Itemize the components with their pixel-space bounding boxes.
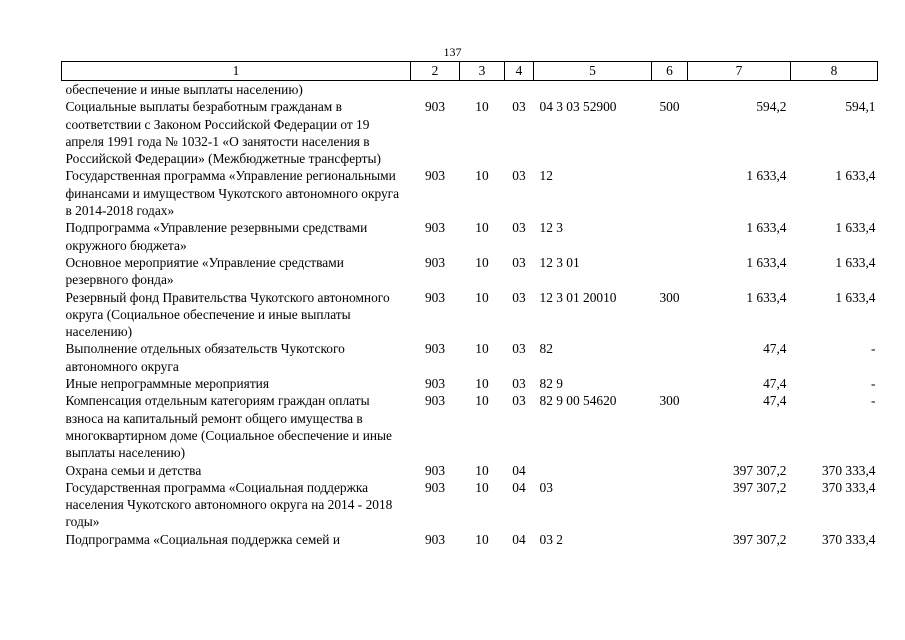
row-ministry-code: 903: [424, 479, 446, 495]
row-subsection: 03: [512, 220, 526, 236]
row-name: Основное мероприятие «Управление средствами резервного фонда»: [65, 254, 344, 288]
row-expense-type: [652, 340, 688, 375]
row-subsection: 03: [512, 289, 526, 305]
header-cell-5: 5: [534, 62, 652, 81]
row-expense-type: 300: [659, 393, 680, 409]
table-row: [62, 531, 878, 548]
row-subsection: 03: [512, 254, 526, 270]
header-cell-7: 7: [688, 62, 791, 81]
row-amount-8: 370 333,4: [821, 462, 876, 478]
header-cell-3: 3: [460, 62, 505, 81]
table-row: [62, 254, 878, 289]
row-name: Подпрограмма «Социальная поддержка семей и: [65, 531, 340, 547]
row-target-article: 12 3 01 20010: [539, 289, 617, 305]
table-row: [62, 392, 878, 461]
row-expense-type: [652, 81, 688, 99]
row-ministry-code: 903: [424, 341, 446, 357]
table-row: [62, 219, 878, 254]
row-subsection: 03: [512, 99, 526, 115]
table-row: [62, 98, 878, 167]
row-target-article: [534, 462, 652, 479]
row-amount-7: 397 307,2: [732, 462, 787, 478]
row-section: 10: [475, 393, 489, 409]
row-section: 10: [475, 376, 489, 392]
table-row: [62, 462, 878, 479]
budget-table: [61, 61, 878, 548]
row-subsection: 04: [512, 531, 526, 547]
row-subsection: 03: [512, 393, 526, 409]
row-amount-8: -: [871, 393, 876, 409]
row-amount-7: 1 633,4: [746, 168, 787, 184]
row-amount-7: 47,4: [763, 341, 787, 357]
row-expense-type: [652, 375, 688, 392]
row-expense-type: [652, 219, 688, 254]
row-name: Государственная программа «Управление региональными финансами и имуществом Чукотского автономного округа в 2014-2018 годах»: [65, 168, 400, 219]
row-ministry-code: 903: [424, 220, 446, 236]
table-row: [62, 375, 878, 392]
table-row: [62, 81, 878, 99]
row-name: Выполнение отдельных обязательств Чукотского автономного округа: [65, 341, 345, 374]
row-target-article: 04 3 03 52900: [539, 99, 617, 115]
row-expense-type: [652, 479, 688, 531]
row-target-article: 03: [539, 479, 553, 495]
row-subsection: 03: [512, 376, 526, 392]
row-expense-type: 300: [659, 289, 680, 305]
table-row: [62, 167, 878, 219]
row-amount-7: 397 307,2: [732, 479, 787, 495]
row-subsection: 04: [512, 462, 526, 478]
header-row: [62, 62, 878, 81]
row-amount-7: 594,2: [756, 99, 787, 115]
row-ministry-code: 903: [424, 254, 446, 270]
row-ministry-code: 903: [424, 99, 446, 115]
row-section: 10: [475, 341, 489, 357]
row-section: 10: [475, 254, 489, 270]
row-amount-8: 370 333,4: [821, 479, 876, 495]
row-expense-type: [652, 531, 688, 548]
row-ministry-code: 903: [424, 376, 446, 392]
row-name: Подпрограмма «Управление резервными средствами окружного бюджета»: [65, 220, 368, 253]
row-amount-7: 397 307,2: [732, 531, 787, 547]
row-amount-8: 1 633,4: [835, 289, 876, 305]
row-section: 10: [475, 99, 489, 115]
row-target-article: [534, 81, 652, 99]
row-subsection: 03: [512, 341, 526, 357]
row-expense-type: [652, 462, 688, 479]
row-amount-7: 1 633,4: [746, 220, 787, 236]
row-name: Социальные выплаты безработным гражданам в соответствии с Законом Российской Федерации от 19 апреля 1991 года № 1032-1 «О занятости населения в Российской Федерации» (Межбюджетные трансферты): [65, 99, 381, 167]
row-ministry-code: 903: [424, 289, 446, 305]
header-cell-2: 2: [411, 62, 460, 81]
row-expense-type: [652, 167, 688, 219]
row-target-article: 82 9: [539, 376, 563, 392]
row-section: 10: [475, 479, 489, 495]
table-row: [62, 289, 878, 341]
row-ministry-code: 903: [424, 168, 446, 184]
row-subsection: 03: [512, 168, 526, 184]
row-target-article: 03 2: [539, 531, 563, 547]
row-amount-8: -: [871, 341, 876, 357]
row-section: 10: [475, 289, 489, 305]
row-name: Компенсация отдельным категориям граждан оплаты взноса на капитальный ремонт общего имущества в многоквартирном доме (Социальное обеспечение и иные выплаты населению): [65, 393, 392, 461]
row-amount-8: 1 633,4: [835, 254, 876, 270]
row-target-article: 82: [539, 341, 553, 357]
row-amount-7: 47,4: [763, 393, 787, 409]
row-section: 10: [475, 220, 489, 236]
page-number: 137: [443, 45, 462, 59]
row-section: 10: [475, 168, 489, 184]
row-name: Государственная программа «Социальная поддержка населения Чукотского автономного округа на 2014 - 2018 годы»: [65, 479, 393, 530]
row-amount-8: -: [871, 376, 876, 392]
header-cell-1: 1: [62, 62, 411, 81]
header-cell-4: 4: [505, 62, 534, 81]
row-target-article: 12 3 01: [539, 254, 580, 270]
row-ministry-code: 903: [424, 393, 446, 409]
row-name: Охрана семьи и детства: [65, 462, 202, 478]
row-amount-7: 1 633,4: [746, 289, 787, 305]
header-cell-6: 6: [652, 62, 688, 81]
row-ministry-code: 903: [424, 531, 446, 547]
row-name: обеспечение и иные выплаты населению): [65, 82, 303, 97]
row-ministry-code: 903: [424, 462, 446, 478]
row-section: [460, 81, 505, 99]
table-row: [62, 340, 878, 375]
row-name: Иные непрограммные мероприятия: [65, 376, 269, 392]
row-target-article: 82 9 00 54620: [539, 393, 617, 409]
row-section: 10: [475, 531, 489, 547]
row-subsection: 04: [512, 479, 526, 495]
row-amount-8: 1 633,4: [835, 168, 876, 184]
row-subsection: [505, 81, 534, 99]
row-amount-8: [791, 81, 878, 99]
row-amount-8: 1 633,4: [835, 220, 876, 236]
row-amount-8: 370 333,4: [821, 531, 876, 547]
row-amount-8: 594,1: [845, 99, 876, 115]
row-amount-7: 47,4: [763, 376, 787, 392]
row-section: 10: [475, 462, 489, 478]
row-target-article: 12: [539, 168, 553, 184]
row-target-article: 12 3: [539, 220, 563, 236]
row-name: Резервный фонд Правительства Чукотского автономного округа (Социальное обеспечение и иные выплаты населению): [65, 289, 390, 340]
header-cell-8: 8: [791, 62, 878, 81]
row-amount-7: 1 633,4: [746, 254, 787, 270]
row-amount-7: [688, 81, 791, 99]
row-ministry-code: [411, 81, 460, 99]
table-row: [62, 479, 878, 531]
row-expense-type: 500: [659, 99, 680, 115]
row-expense-type: [652, 254, 688, 289]
